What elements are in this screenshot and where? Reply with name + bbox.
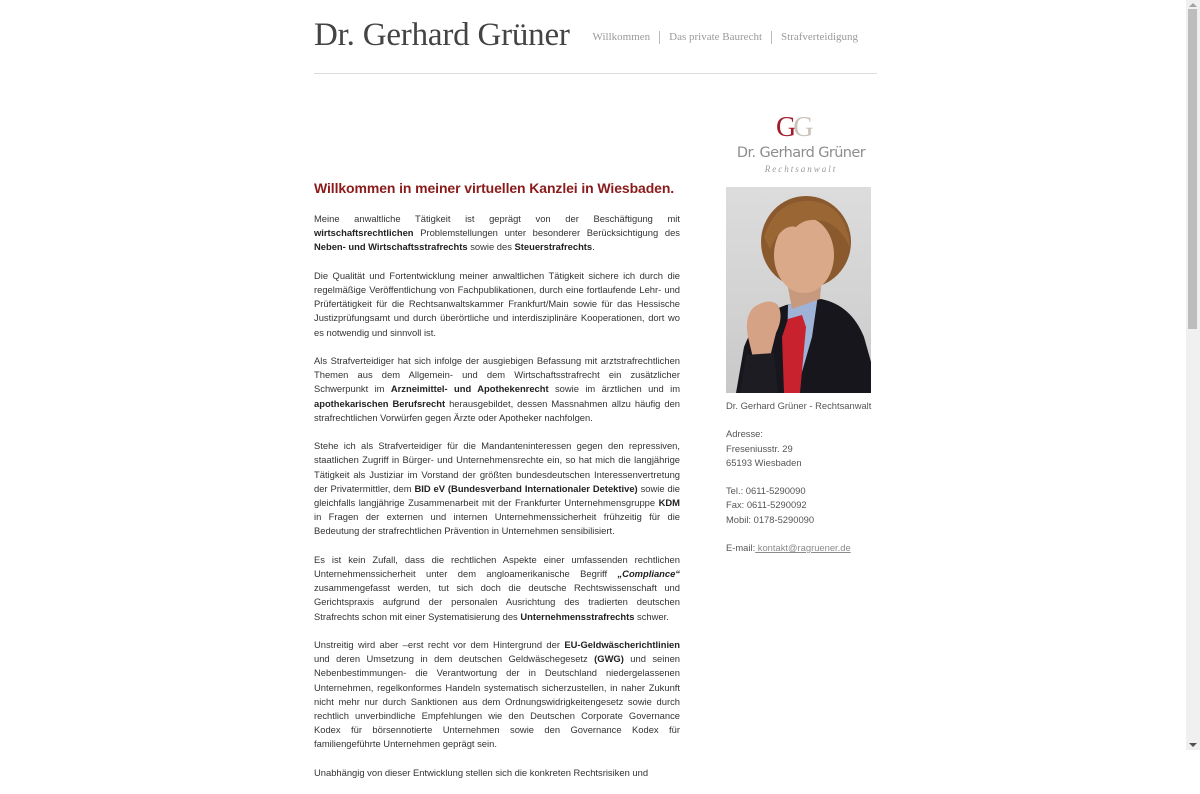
main-nav xyxy=(584,31,867,44)
scrollbar-thumb[interactable] xyxy=(1188,9,1197,329)
paragraph-text: und seinen Nebenbestimmungen- die Verantwortung der in Deutschland niedergelassenen Unternehmen, regelkonformes Handeln systematisch sicherzustellen, in naher Zukunft nicht mehr nur durch Sanktionen aus dem Ordnungswidrigkeitengesetz sowie durch rechtlich unverbindliche Empfehlungen wie den Deutschen Corporate Governance Kodex für börsennotierte Unternehmen sowie den Governance Kodex für familiengeführte Unternehmen geprägt sein. xyxy=(314,653,680,750)
paragraph-text: Die Qualität und Fortentwicklung meiner anwaltlichen Tätigkeit sichere ich durch die regelmäßige Veröffentlichung von Fachpublikationen, durch eine fortlaufende Lehr- und Prüfertätigkeit für die Rechtsanwaltskammer Frankfurt/Main sowie für das Hessische Justizprüfungsamt und durch überörtliche und interdisziplinäre Kooperationen, dort wo es notwendig und sinnvoll ist. xyxy=(314,269,680,338)
paragraph-text: herausgebildet, dessen Massnahmen allzu häufig den strafrechtlichen Vorwürfen gegen Ärzte oder Apotheker nachfolgen. xyxy=(314,397,681,423)
paragraph-text: sowie im ärztlichen und im xyxy=(548,383,681,395)
emphasized-text: Unternehmensstrafrechts xyxy=(520,610,635,622)
paragraph-text: sowie des xyxy=(467,241,515,253)
logo-monogram: GG xyxy=(776,112,811,143)
address-street: Freseniusstr. 29 xyxy=(726,442,793,454)
scroll-up-arrow-icon[interactable] xyxy=(1189,3,1197,7)
emphasized-text: (GWG) xyxy=(594,653,624,665)
paragraph-text: Meine anwaltliche Tätigkeit ist geprägt von der Beschäftigung mit xyxy=(314,213,680,224)
email-link[interactable]: kontakt@ragruener.de xyxy=(755,541,851,553)
fax-number: Fax: 0611-5290092 xyxy=(726,499,807,511)
paragraph-text: sowie die gleichfalls langjährige Zusammenarbeit mit der Frankfurter Unternehmensgruppe xyxy=(314,482,680,509)
article-paragraph xyxy=(314,354,680,425)
nav-item-baurecht[interactable]: Das private Baurecht xyxy=(659,31,771,44)
contact-info xyxy=(726,399,876,555)
header-divider xyxy=(314,73,877,74)
emphasized-text: EU-Geldwäscherichtlinien xyxy=(564,639,680,651)
logo-name: Dr. Gerhard Grüner xyxy=(736,145,866,161)
site-title[interactable]: Dr. Gerhard Grüner xyxy=(314,17,570,53)
paragraph-text: Stehe ich als Strafverteidiger für die Mandanteninteressen gegen den repressiven, staatlichen Zugriff in Bürger- und Unternehmensrechte ein, so hat mich die langjährige Tätigkeit als Justiziar im Vorstand der größten bundesdeutschen Interessenvertretung der Privatermittler, dem xyxy=(314,440,680,494)
paragraph-text: Als Strafverteidiger hat sich infolge der ausgiebigen Befassung mit arztstrafrechtlichen Themen aus dem Allgemein- und dem Wirtschaftsstrafrecht ein zusätzlicher Schwerpunkt im xyxy=(314,355,680,395)
logo xyxy=(726,112,876,176)
emphasized-text: Arzneimittel- und Apothekenrecht xyxy=(390,383,549,395)
paragraph-text: und deren Umsetzung in dem deutschen Geldwäschegesetz xyxy=(314,653,595,665)
emphasized-text: „Compliance“ xyxy=(617,568,680,580)
mobile-number: Mobil: 0178-5290090 xyxy=(726,513,815,525)
emphasized-text: Steuerstrafrechts xyxy=(514,241,593,253)
main-content xyxy=(314,180,680,794)
paragraph-text: schwer. xyxy=(634,610,669,622)
paragraph-text: Problemstellungen unter besonderer Berücksichtigung des xyxy=(413,227,680,239)
emphasized-text: KDM xyxy=(658,497,680,509)
email-label: E-mail: xyxy=(726,541,756,553)
email-row xyxy=(726,541,876,555)
paragraph-text: in Fragen der externen und internen Unternehmenssicherheit frühzeitig für die Bedeutung der strafrechtlichen Prävention in Unternehmen sensibilisiert. xyxy=(314,511,680,537)
article-paragraph xyxy=(314,269,680,340)
sidebar xyxy=(726,112,876,555)
portrait-image-icon xyxy=(726,187,871,393)
emphasized-text: Neben- und Wirtschaftsstrafrechts xyxy=(314,241,468,253)
article-paragraph xyxy=(314,766,680,780)
article-paragraph xyxy=(314,439,680,538)
nav-item-strafverteidigung[interactable]: Strafverteidigung xyxy=(771,31,867,44)
article-body xyxy=(314,212,680,780)
article-paragraph xyxy=(314,553,680,624)
article-paragraph xyxy=(314,212,680,255)
emphasized-text: BID eV (Bundesverband Internationaler Detektive) xyxy=(414,482,638,494)
paragraph-text: Unstreitig wird aber –erst recht vor dem Hintergrund der xyxy=(314,639,565,651)
portrait-photo xyxy=(726,187,871,393)
logo-subtitle: Rechtsanwalt xyxy=(764,164,838,174)
nav-item-willkommen[interactable]: Willkommen xyxy=(592,31,651,43)
paragraph-text: zusammengefasst werden, tut sich doch die deutsche Rechtswissenschaft und Gerichtspraxis aufgrund der personalen Ausrichtung des tradierten deutschen Strafrechts schon mit einer Systematisierung des xyxy=(314,582,680,622)
paragraph-text: Es ist kein Zufall, dass die rechtlichen Aspekte einer umfassenden rechtlichen Unternehmenssicherheit unter dem angloamerikanische Begriff xyxy=(314,553,680,580)
page-heading: Willkommen in meiner virtuellen Kanzlei in Wiesbaden. xyxy=(314,180,675,196)
paragraph-text: Unabhängig von dieser Entwicklung stellen sich die konkreten Rechtsrisiken und xyxy=(314,766,649,778)
address-label: Adresse: xyxy=(726,428,763,440)
scroll-down-arrow-icon[interactable] xyxy=(1189,743,1197,747)
vertical-scrollbar[interactable] xyxy=(1186,0,1200,750)
photo-caption: Dr. Gerhard Grüner - Rechtsanwalt xyxy=(726,400,872,411)
emphasized-text: apothekarischen Berufsrecht xyxy=(314,397,446,409)
paragraph-text: . xyxy=(592,241,595,253)
address-city: 65193 Wiesbaden xyxy=(726,456,802,468)
phone-number: Tel.: 0611-5290090 xyxy=(726,485,806,497)
article-paragraph xyxy=(314,638,680,752)
emphasized-text: wirtschaftsrechtlichen xyxy=(314,227,414,239)
